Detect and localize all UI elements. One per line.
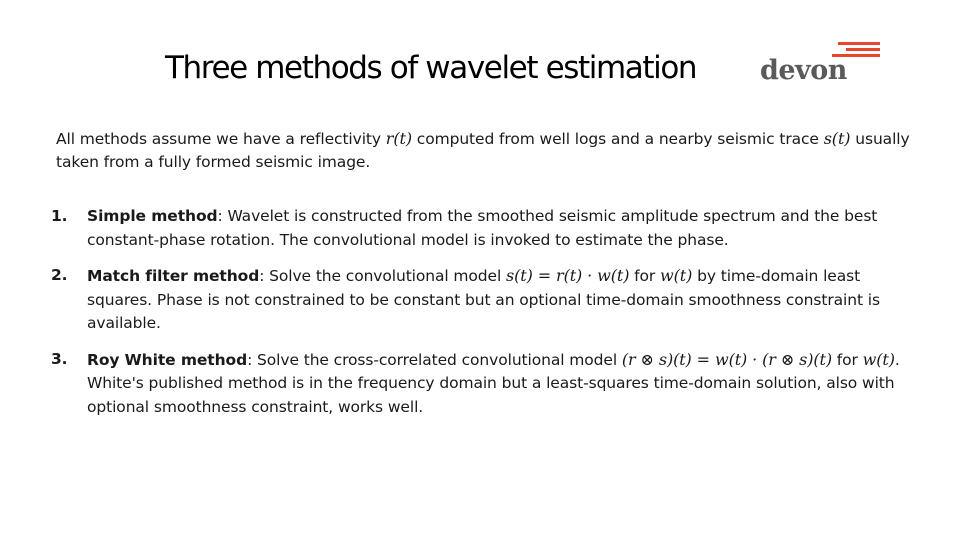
- method-name: Match filter method: [87, 267, 260, 285]
- methods-list: [51, 205, 921, 431]
- list-item: [51, 205, 921, 252]
- reflectivity-formula: r(t): [385, 129, 412, 148]
- devon-logo: [758, 42, 882, 88]
- method-description: : Solve the cross-correlated convolutional model: [247, 350, 622, 369]
- convolution-formula: s(t) = r(t) · w(t): [506, 266, 630, 285]
- method-description: : Solve the convolutional model: [259, 267, 507, 285]
- list-item: [51, 348, 921, 420]
- method-name: Roy White method: [87, 350, 248, 369]
- method-description: : Wavelet is constructed from the smoothed seismic amplitude spectrum and the best constant-phase rotation. The convolutional model is invoked to estimate the phase.: [87, 207, 878, 249]
- intro-paragraph: [56, 127, 916, 174]
- method-number: 3.: [51, 349, 68, 368]
- method-description: for: [629, 267, 661, 285]
- list-item: [51, 264, 921, 336]
- logo-wordmark: devon: [760, 55, 847, 86]
- method-name: Simple method: [87, 207, 218, 225]
- method-description: for: [831, 350, 863, 369]
- wavelet-formula: w(t): [862, 349, 895, 369]
- slide-title: Three methods of wavelet estimation: [165, 50, 697, 86]
- intro-text: computed from well logs and a nearby seismic trace: [411, 130, 824, 148]
- intro-text: All methods assume we have a reflectivity: [56, 130, 386, 148]
- intro-text: usually taken from a fully formed seismic image.: [56, 130, 910, 171]
- method-number: 1.: [51, 207, 68, 225]
- method-number: 2.: [51, 266, 68, 284]
- method-description: . White's published method is in the frequency domain but a least-squares time-domain solution, also with optional smoothness constraint, works well.: [87, 350, 900, 416]
- wavelet-formula: w(t): [660, 266, 693, 285]
- cross-correlation-formula: (r ⊗ s)(t) = w(t) · (r ⊗ s)(t): [621, 349, 832, 369]
- method-description: by time-domain least squares. Phase is not constrained to be constant but an optional time-domain smoothness constraint is available.: [87, 267, 880, 332]
- seismic-trace-formula: s(t): [823, 129, 851, 148]
